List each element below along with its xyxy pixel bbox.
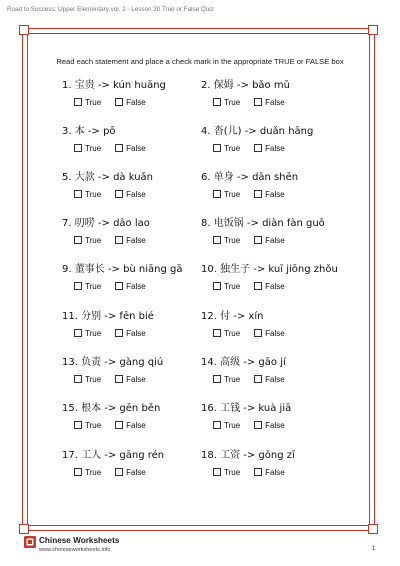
answer-options — [62, 144, 212, 154]
false-label: False — [265, 98, 285, 107]
true-label: True — [85, 98, 102, 107]
checkbox-icon[interactable] — [74, 329, 82, 337]
false-option[interactable] — [254, 98, 285, 108]
true-option[interactable] — [213, 190, 240, 200]
false-option[interactable] — [115, 468, 146, 478]
true-label: True — [224, 144, 241, 153]
question-item — [62, 403, 212, 431]
false-label: False — [265, 329, 285, 338]
true-option[interactable] — [213, 98, 240, 108]
false-option[interactable] — [115, 190, 146, 200]
question-text: 1. 宝贵 -> kún huāng — [62, 80, 166, 91]
question-text: 16. 工钱 -> kuà jiā — [201, 403, 292, 414]
answer-options — [201, 190, 351, 200]
true-label: True — [224, 98, 241, 107]
true-label: True — [224, 421, 241, 430]
question-text: 2. 保姆 -> bǎo mǔ — [201, 80, 290, 91]
question-text: 7. 叨唠 -> dāo lao — [62, 218, 150, 229]
checkbox-icon[interactable] — [254, 236, 262, 244]
false-option[interactable] — [254, 282, 285, 292]
checkbox-icon[interactable] — [74, 468, 82, 476]
question-text: 5. 大款 -> dà kuǎn — [62, 172, 154, 183]
true-label: True — [85, 190, 102, 199]
answer-options — [62, 329, 212, 339]
question-item — [62, 450, 212, 478]
answer-options — [201, 236, 351, 246]
checkbox-icon[interactable] — [254, 468, 262, 476]
true-option[interactable] — [213, 144, 240, 154]
true-label: True — [224, 282, 241, 291]
answer-options — [201, 282, 351, 292]
checkbox-icon[interactable] — [74, 190, 82, 198]
false-label: False — [126, 468, 146, 477]
false-label: False — [126, 421, 146, 430]
true-label: True — [224, 375, 241, 384]
checkbox-icon[interactable] — [74, 375, 82, 383]
checkbox-icon[interactable] — [213, 98, 221, 106]
question-text: 14. 高级 -> gāo jí — [201, 357, 286, 368]
true-option[interactable] — [213, 329, 240, 339]
question-item — [62, 264, 212, 292]
true-option[interactable] — [74, 468, 101, 478]
true-option[interactable] — [213, 468, 240, 478]
checkbox-icon[interactable] — [74, 98, 82, 106]
footer-brand: Chinese Worksheets — [39, 536, 120, 545]
checkbox-icon[interactable] — [115, 375, 123, 383]
answer-options — [62, 98, 212, 108]
question-text: 15. 根本 -> gēn běn — [62, 403, 161, 414]
false-option[interactable] — [254, 144, 285, 154]
question-item — [201, 311, 351, 339]
false-option[interactable] — [115, 236, 146, 246]
checkbox-icon[interactable] — [254, 144, 262, 152]
question-text: 8. 电饭锅 -> diàn fàn guō — [201, 218, 325, 229]
question-item — [201, 403, 351, 431]
question-item — [62, 357, 212, 385]
answer-options — [62, 421, 212, 431]
checkbox-icon[interactable] — [254, 375, 262, 383]
true-option[interactable] — [74, 236, 101, 246]
true-label: True — [85, 329, 102, 338]
question-item — [201, 218, 351, 246]
checkbox-icon[interactable] — [254, 329, 262, 337]
page-number: 1 — [372, 546, 376, 552]
true-option[interactable] — [213, 421, 240, 431]
question-text: 4. 沓(儿) -> duǎn hāng — [201, 126, 314, 137]
true-label: True — [85, 421, 102, 430]
answer-options — [62, 468, 212, 478]
false-label: False — [126, 329, 146, 338]
question-item — [62, 311, 212, 339]
false-label: False — [265, 421, 285, 430]
checkbox-icon[interactable] — [213, 468, 221, 476]
question-item — [62, 80, 212, 108]
false-label: False — [126, 98, 146, 107]
question-item — [62, 218, 212, 246]
checkbox-icon[interactable] — [74, 236, 82, 244]
checkbox-icon[interactable] — [213, 236, 221, 244]
checkbox-icon[interactable] — [213, 282, 221, 290]
answer-options — [201, 329, 351, 339]
question-item — [201, 264, 351, 292]
true-label: True — [85, 144, 102, 153]
checkbox-icon[interactable] — [254, 98, 262, 106]
true-option[interactable] — [213, 236, 240, 246]
false-option[interactable] — [254, 190, 285, 200]
question-item — [201, 172, 351, 200]
false-label: False — [265, 190, 285, 199]
false-label: False — [265, 282, 285, 291]
question-item — [201, 357, 351, 385]
answer-options — [201, 144, 351, 154]
true-option[interactable] — [74, 98, 101, 108]
true-label: True — [224, 236, 241, 245]
checkbox-icon[interactable] — [115, 468, 123, 476]
question-item — [62, 126, 212, 154]
false-label: False — [265, 468, 285, 477]
checkbox-icon[interactable] — [74, 282, 82, 290]
answer-options — [62, 236, 212, 246]
question-text: 11. 分别 -> fēn bié — [62, 311, 154, 322]
question-text: 10. 独生子 -> kuī jiōng zhǒu — [201, 264, 338, 275]
true-option[interactable] — [74, 190, 101, 200]
answer-options — [201, 98, 351, 108]
checkbox-icon[interactable] — [213, 144, 221, 152]
checkbox-icon[interactable] — [254, 190, 262, 198]
answer-options — [201, 421, 351, 431]
true-label: True — [85, 468, 102, 477]
true-option[interactable] — [213, 375, 240, 385]
checkbox-icon[interactable] — [74, 421, 82, 429]
checkbox-icon[interactable] — [254, 421, 262, 429]
question-text: 6. 单身 -> dān shēn — [201, 172, 299, 183]
false-option[interactable] — [115, 421, 146, 431]
answer-options — [62, 190, 212, 200]
frame-corner-bl — [19, 524, 29, 534]
false-option[interactable] — [254, 468, 285, 478]
true-label: True — [85, 282, 102, 291]
chinese-worksheets-logo-icon — [24, 536, 36, 548]
true-label: True — [224, 190, 241, 199]
question-item — [201, 450, 351, 478]
footer-url[interactable]: www.chineseworksheets.info — [39, 547, 111, 553]
question-text: 13. 负责 -> gàng qiú — [62, 357, 164, 368]
true-option[interactable] — [213, 282, 240, 292]
answer-options — [201, 375, 351, 385]
false-label: False — [126, 190, 146, 199]
checkbox-icon[interactable] — [74, 144, 82, 152]
false-label: False — [126, 236, 146, 245]
false-label: False — [265, 236, 285, 245]
checkbox-icon[interactable] — [115, 98, 123, 106]
checkbox-icon[interactable] — [213, 375, 221, 383]
answer-options — [201, 468, 351, 478]
true-label: True — [224, 329, 241, 338]
false-option[interactable] — [115, 282, 146, 292]
checkbox-icon[interactable] — [115, 329, 123, 337]
question-text: 17. 工人 -> gāng rén — [62, 450, 165, 461]
page-header: Road to Success: Upper Elementary vol. 2 - Lesson 20 True or False Quiz — [7, 6, 214, 13]
false-option[interactable] — [115, 98, 146, 108]
frame-corner-tr — [368, 25, 378, 35]
checkbox-icon[interactable] — [115, 190, 123, 198]
false-option[interactable] — [254, 421, 285, 431]
true-label: True — [85, 236, 102, 245]
true-label: True — [224, 468, 241, 477]
true-label: True — [85, 375, 102, 384]
question-text: 18. 工资 -> gōng zī — [201, 450, 295, 461]
checkbox-icon[interactable] — [115, 236, 123, 244]
answer-options — [62, 375, 212, 385]
question-text: 9. 董事长 -> bù niāng gā — [62, 264, 183, 275]
true-option[interactable] — [74, 282, 101, 292]
false-option[interactable] — [115, 375, 146, 385]
true-option[interactable] — [74, 144, 101, 154]
answer-options — [62, 282, 212, 292]
frame-corner-tl — [19, 25, 29, 35]
frame-corner-br — [368, 524, 378, 534]
question-item — [62, 172, 212, 200]
false-label: False — [126, 282, 146, 291]
question-item — [201, 126, 351, 154]
true-option[interactable] — [74, 329, 101, 339]
false-label: False — [126, 375, 146, 384]
true-option[interactable] — [74, 375, 101, 385]
instructions: Read each statement and place a check mark in the appropriate TRUE or FALSE box — [56, 57, 344, 66]
question-item — [201, 80, 351, 108]
checkbox-icon[interactable] — [213, 190, 221, 198]
false-option[interactable] — [115, 144, 146, 154]
checkbox-icon[interactable] — [115, 282, 123, 290]
checkbox-icon[interactable] — [213, 421, 221, 429]
question-text: 12. 付 -> xín — [201, 311, 264, 322]
false-option[interactable] — [254, 236, 285, 246]
checkbox-icon[interactable] — [115, 144, 123, 152]
false-label: False — [265, 375, 285, 384]
false-option[interactable] — [254, 375, 285, 385]
false-option[interactable] — [115, 329, 146, 339]
checkbox-icon[interactable] — [213, 329, 221, 337]
question-text: 3. 本 -> pō — [62, 126, 116, 137]
false-option[interactable] — [254, 329, 285, 339]
false-label: False — [126, 144, 146, 153]
false-label: False — [265, 144, 285, 153]
checkbox-icon[interactable] — [254, 282, 262, 290]
checkbox-icon[interactable] — [115, 421, 123, 429]
true-option[interactable] — [74, 421, 101, 431]
